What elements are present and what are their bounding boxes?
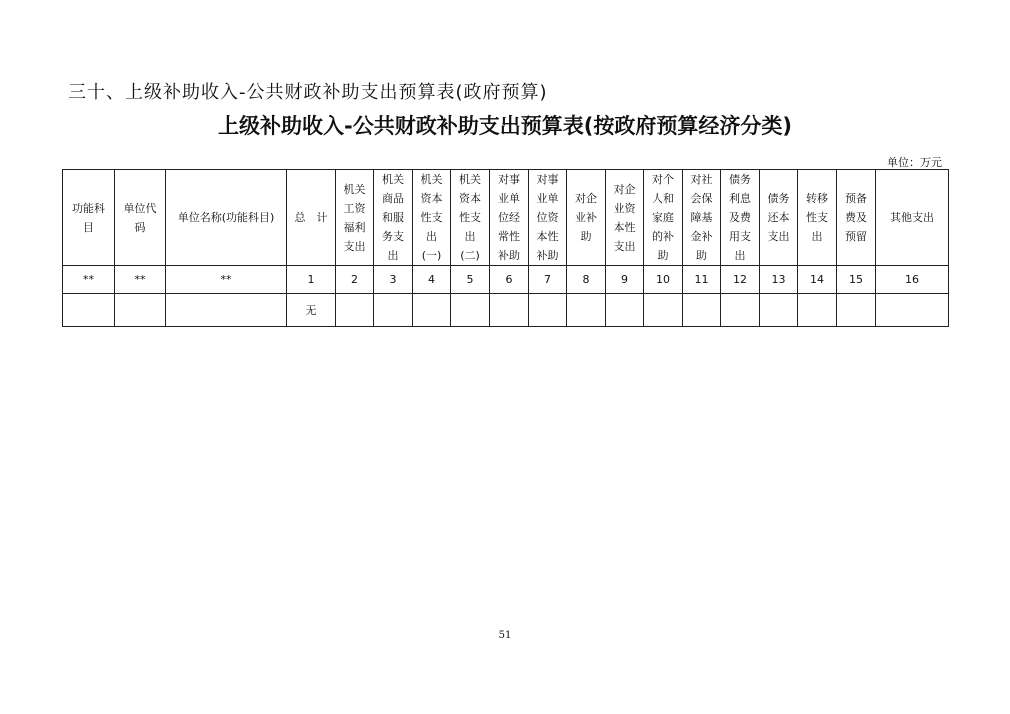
data-cell <box>529 294 567 327</box>
column-index-cell: 8 <box>567 266 606 294</box>
data-cell <box>451 294 490 327</box>
column-header: 对个 人和 家庭 的补 助 <box>644 170 683 266</box>
column-header: 单位名称(功能科目) <box>166 170 287 266</box>
table-title: 上级补助收入-公共财政补助支出预算表(按政府预算经济分类) <box>218 114 792 138</box>
data-cell <box>115 294 166 327</box>
budget-table <box>62 169 949 327</box>
column-header: 功能科 目 <box>63 170 115 266</box>
column-header: 机关 资本 性支 出 (二) <box>451 170 490 266</box>
data-cell <box>63 294 115 327</box>
column-header: 机关 商品 和服 务支 出 <box>374 170 413 266</box>
column-index-cell: 15 <box>837 266 876 294</box>
column-index-cell: ** <box>115 266 166 294</box>
column-index-cell: 12 <box>721 266 760 294</box>
unit-label: 单位：万元 <box>887 156 942 169</box>
data-cell <box>837 294 876 327</box>
column-header: 对事 业单 位经 常性 补助 <box>490 170 529 266</box>
table-row <box>63 294 949 327</box>
column-header: 对企 业资 本性 支出 <box>606 170 644 266</box>
column-header: 预备 费及 预留 <box>837 170 876 266</box>
total-cell: 无 <box>287 294 336 327</box>
data-cell <box>490 294 529 327</box>
data-cell <box>567 294 606 327</box>
column-index-cell: 11 <box>683 266 721 294</box>
column-index-cell: 4 <box>413 266 451 294</box>
column-index-cell: 5 <box>451 266 490 294</box>
header-row <box>63 170 949 266</box>
column-index-cell: 13 <box>760 266 798 294</box>
column-index-cell: 1 <box>287 266 336 294</box>
data-cell <box>644 294 683 327</box>
column-header: 机关 工资 福利 支出 <box>336 170 374 266</box>
data-cell <box>876 294 949 327</box>
column-index-cell: ** <box>166 266 287 294</box>
column-index-cell: 2 <box>336 266 374 294</box>
column-index-cell: 9 <box>606 266 644 294</box>
column-index-cell: 7 <box>529 266 567 294</box>
data-cell <box>760 294 798 327</box>
column-header: 单位代 码 <box>115 170 166 266</box>
column-header: 其他支出 <box>876 170 949 266</box>
data-cell <box>374 294 413 327</box>
column-index-cell: 14 <box>798 266 837 294</box>
column-index-cell: 3 <box>374 266 413 294</box>
section-heading: 三十、上级补助收入-公共财政补助支出预算表(政府预算) <box>68 82 548 103</box>
page-number: 51 <box>498 630 512 641</box>
column-header: 转移 性支 出 <box>798 170 837 266</box>
data-cell <box>336 294 374 327</box>
column-header: 机关 资本 性支 出 (一) <box>413 170 451 266</box>
column-header: 总 计 <box>287 170 336 266</box>
column-header: 债务 还本 支出 <box>760 170 798 266</box>
column-index-cell: 16 <box>876 266 949 294</box>
column-header: 对事 业单 位资 本性 补助 <box>529 170 567 266</box>
data-cell <box>683 294 721 327</box>
column-header: 对社 会保 障基 金补 助 <box>683 170 721 266</box>
data-cell <box>798 294 837 327</box>
column-index-row <box>63 266 949 294</box>
data-cell <box>606 294 644 327</box>
column-header: 对企 业补 助 <box>567 170 606 266</box>
column-index-cell: 10 <box>644 266 683 294</box>
column-index-cell: ** <box>63 266 115 294</box>
column-header: 债务 利息 及费 用支 出 <box>721 170 760 266</box>
data-cell <box>166 294 287 327</box>
data-cell <box>413 294 451 327</box>
column-index-cell: 6 <box>490 266 529 294</box>
data-cell <box>721 294 760 327</box>
